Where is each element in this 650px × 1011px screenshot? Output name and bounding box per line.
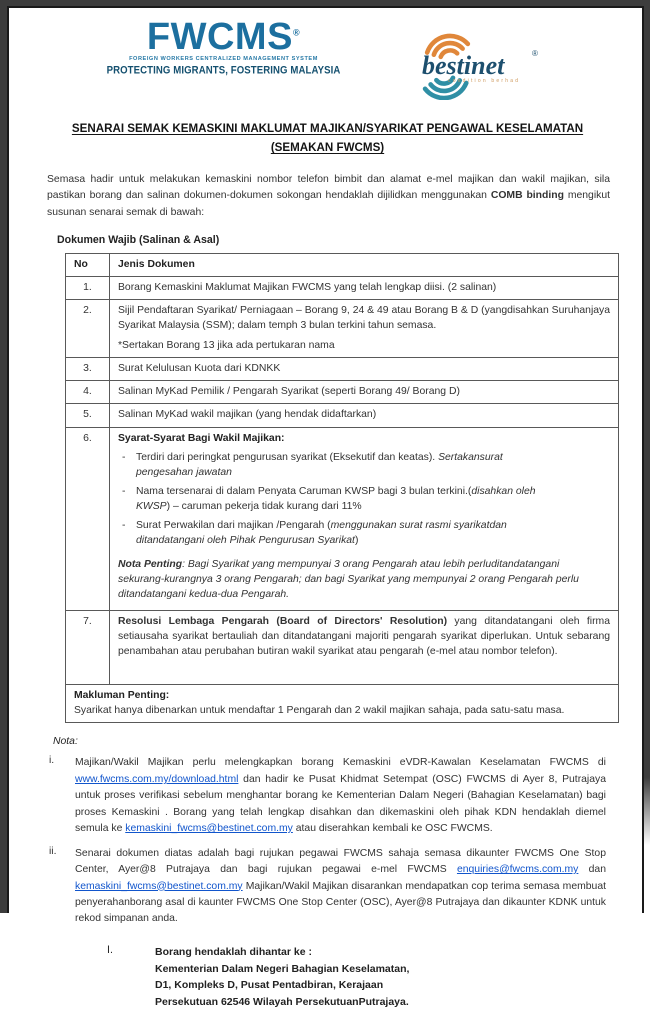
- makluman-penting-cell: [66, 685, 619, 723]
- row7-text: [118, 614, 610, 659]
- bestinet-wordmark: bestinet: [422, 51, 505, 80]
- note-ii-seg1: Senarai dokumen diatas adalah bagi rujukan pegawai FWCMS sahaja semasa dikaunter FWCMS One Stop Center, Ayer@8 Putrajaya dan bagi rujukan pegawai e-mel FWCMS: [75, 847, 606, 876]
- row6-bullet-2: [118, 484, 610, 514]
- scan-frame-left: [0, 0, 7, 913]
- bullet1-italic: Sertakansurat pengesahan jawatan: [136, 451, 503, 478]
- send-intro-line: Borang hendaklah dihantar ke :: [155, 945, 312, 958]
- table-row: [66, 358, 619, 381]
- row-text: Borang Kemaskini Maklumat Majikan FWCMS yang telah lengkap diisi. (2 salinan): [110, 276, 619, 299]
- column-header-jenis-dokumen: Jenis Dokumen: [110, 253, 619, 276]
- intro-seg2: mengikut susunan senarai semak di bawah:: [47, 190, 610, 218]
- note-number: ii.: [49, 845, 57, 857]
- row-text: Surat Kelulusan Kuota dari KDNKK: [110, 358, 619, 381]
- bestinet-logo-graphic: [398, 22, 548, 100]
- bullet-text: [136, 484, 558, 514]
- bullet-text: [136, 450, 558, 480]
- note-i-seg2: dan hadir ke Pusat Khidmat Setempat (OSC) FWCMS di Ayer 8, Putrajaya untuk proses verifikasi sebelum menghantar borang ke Kementerian Dalam Negeri (Bahagian Keselamatan) bagi proses Kemaskini . Borang yang telah lengkap disahkan dan dikemaskini oleh pihak KDN hendaklah diemel semula ke: [75, 773, 606, 835]
- scan-frame-right: [644, 0, 650, 845]
- kemaskini-email-link[interactable]: kemaskini_fwcms@bestinet.com.my: [75, 880, 243, 892]
- row-number: 4.: [66, 381, 110, 404]
- nota-label: Nota:: [53, 736, 78, 748]
- row-text: [110, 300, 619, 358]
- enquiries-email-link[interactable]: enquiries@fwcms.com.my: [456, 864, 579, 876]
- row2-asterisk-note: *Sertakan Borang 13 jika ada pertukaran nama: [118, 340, 335, 352]
- row6-requirements-cell: [110, 427, 619, 611]
- bullet3-regular2: ): [354, 535, 359, 546]
- address-line: D1, Kompleks D, Pusat Pentadbiran, Kerajaan: [155, 979, 384, 992]
- note-item-i: [45, 755, 606, 837]
- nota-penting-text: : Bagi Syarikat yang mempunyai 3 orang Pengarah atau lebih perluditandatangani sekurang-kurangnya 3 orang Pengarah; dan bagi Syarikat yang mempunyai 2 orang Pengarah perlu ditandatangani kedua-dua Pengarah.: [118, 559, 579, 601]
- table-row-makluman: [66, 685, 619, 723]
- row7-resolution-cell: [110, 611, 619, 685]
- document-checklist-table: [65, 253, 619, 724]
- row7-rest: yang ditandatangani oleh firma setiausaha syarikat bertauliah dan ditandatangani majoriti pengarah syarikat diperlukan. Untuk sebarang penambahan atau perubahan butiran wakil syarikat atau pengarah (e-mel atau nombor telefon).: [118, 616, 610, 658]
- intro-comb-binding: COMB binding: [490, 190, 564, 202]
- table-row: [66, 381, 619, 404]
- intro-seg1: Semasa hadir untuk melakukan kemaskini nombor telefon bimbit dan alamat e-mel majikan dan wakil majikan, sila pastikan borang dan salinan dokumen-dokumen sokongan hendaklah dijilidkan menggunakan: [47, 174, 610, 202]
- bullet2-italic: disahkan oleh KWSP: [136, 485, 536, 512]
- notes-section: [45, 736, 606, 1011]
- fwcms-subtitle: FOREIGN WORKERS CENTRALIZED MANAGEMENT SYSTEM: [129, 56, 318, 63]
- row-text: Salinan MyKad wakil majikan (yang hendak didaftarkan): [110, 404, 619, 427]
- table-row: [66, 404, 619, 427]
- row6-bullet-1: [118, 450, 610, 480]
- bestinet-logo: [398, 22, 548, 105]
- row-number: 2.: [66, 300, 110, 358]
- row-number: 1.: [66, 276, 110, 299]
- table-row: [66, 276, 619, 299]
- note-number: i.: [49, 755, 55, 767]
- fwcms-registered-mark: ®: [292, 27, 301, 38]
- bestinet-tagline: condition berhad: [448, 78, 521, 84]
- makluman-label: Makluman Penting:: [74, 690, 170, 702]
- mandatory-documents-heading: Dokumen Wajib (Salinan & Asal): [57, 233, 220, 246]
- table-row: [66, 300, 619, 358]
- fwcms-wordmark: [107, 16, 341, 58]
- address-line: Persekutuan 62546 Wilayah PersekutuanPutrajaya.: [155, 996, 409, 1009]
- send-address-block: [107, 944, 606, 1011]
- note-item-ii: [45, 846, 606, 928]
- document-title-line1: SENARAI SEMAK KEMASKINI MAKLUMAT MAJIKAN/SYARIKAT PENGAWAL KESELAMATAN: [71, 122, 584, 135]
- nota-penting-label: Nota Penting: [118, 559, 183, 571]
- note-body: [75, 846, 606, 928]
- bullet3-regular: Surat Perwakilan dari majikan /Pengarah (: [136, 519, 331, 531]
- document-page: [7, 6, 644, 1009]
- note-ii-seg2: dan: [578, 864, 606, 876]
- document-title-line2: (SEMAKAN FWCMS): [270, 141, 385, 155]
- note-i-seg3: atau diserahkan kembali ke OSC FWCMS.: [292, 823, 493, 835]
- table-row: [66, 427, 619, 611]
- note-i-seg1: Majikan/Wakil Majikan perlu melengkapkan borang Kemaskini eVDR-Kawalan Keselamatan FWCMS di: [75, 757, 606, 769]
- send-roman-numeral: I.: [107, 943, 113, 956]
- send-address-lines: [155, 944, 409, 1011]
- kemaskini-email-link[interactable]: kemaskini_fwcms@bestinet.com.my: [125, 823, 293, 835]
- document-title: [35, 119, 620, 157]
- row6-heading: Syarat-Syarat Bagi Wakil Majikan:: [118, 432, 285, 444]
- header-logos: [35, 16, 620, 105]
- bestinet-registered-mark: ®: [532, 49, 539, 58]
- bullet-text: [136, 518, 558, 548]
- table-header-row: [66, 253, 619, 276]
- fwcms-logo: [106, 16, 341, 78]
- row-text: Salinan MyKad Pemilik / Pengarah Syarikat (seperti Borang 49/ Borang D): [110, 381, 619, 404]
- row-number: 7.: [66, 611, 110, 685]
- bullet3-italic: menggunakan surat rasmi syarikatdan ditandatangani oleh Pihak Pengurusan Syarikat: [136, 519, 507, 546]
- makluman-text: Syarikat hanya dibenarkan untuk mendaftar 1 Pengarah dan 2 wakil majikan sahaja, pada satu-satu masa.: [74, 705, 565, 717]
- row2-main-text: Sijil Pendaftaran Syarikat/ Perniagaan – Borang 9, 24 & 49 atau Borang B & D (yangdisahkan Suruhanjaya Syarikat Malaysia (SSM); dalam temph 3 bulan terkini tahun semasa.: [118, 305, 610, 332]
- column-header-no: No: [66, 253, 110, 276]
- address-line: Kementerian Dalam Negeri Bahagian Keselamatan,: [155, 962, 410, 975]
- row-number: 3.: [66, 358, 110, 381]
- table-row: [66, 611, 619, 685]
- bullet-dash: -: [122, 519, 126, 531]
- note-ii-seg3: Majikan/Wakil Majikan disarankan mendapatkan cop terima semasa membuat penyerahanborang asal di kaunter FWCMS One Stop Center (OSC), Ayer@8 Putrajaya dan dikaunter KDNK untuk rekod simpanan anda.: [75, 880, 606, 925]
- row-number: 6.: [66, 427, 110, 611]
- bullet2-regular2: ) – caruman pekerja tidak kurang dari 11%: [166, 500, 362, 512]
- note-body: [75, 755, 606, 837]
- bullet-dash: -: [122, 451, 126, 463]
- download-page-link[interactable]: www.fwcms.com.my/download.html: [75, 773, 239, 785]
- bullet-dash: -: [122, 485, 126, 497]
- fwcms-tagline: PROTECTING MIGRANTS, FOSTERING MALAYSIA: [106, 64, 341, 78]
- intro-paragraph: [47, 172, 610, 221]
- row7-bold-lead: Resolusi Lembaga Pengarah (Board of Directors' Resolution): [118, 616, 448, 628]
- bullet2-regular: Nama tersenarai di dalam Penyata Caruman KWSP bagi 3 bulan terkini.(: [136, 485, 472, 497]
- row6-nota-penting: [118, 557, 610, 602]
- bullet1-regular: Terdiri dari peringkat pengurusan syarikat (Eksekutif dan keatas).: [136, 451, 439, 463]
- row6-bullet-3: [118, 518, 610, 548]
- fwcms-name-text: FWCMS: [146, 16, 293, 58]
- row-number: 5.: [66, 404, 110, 427]
